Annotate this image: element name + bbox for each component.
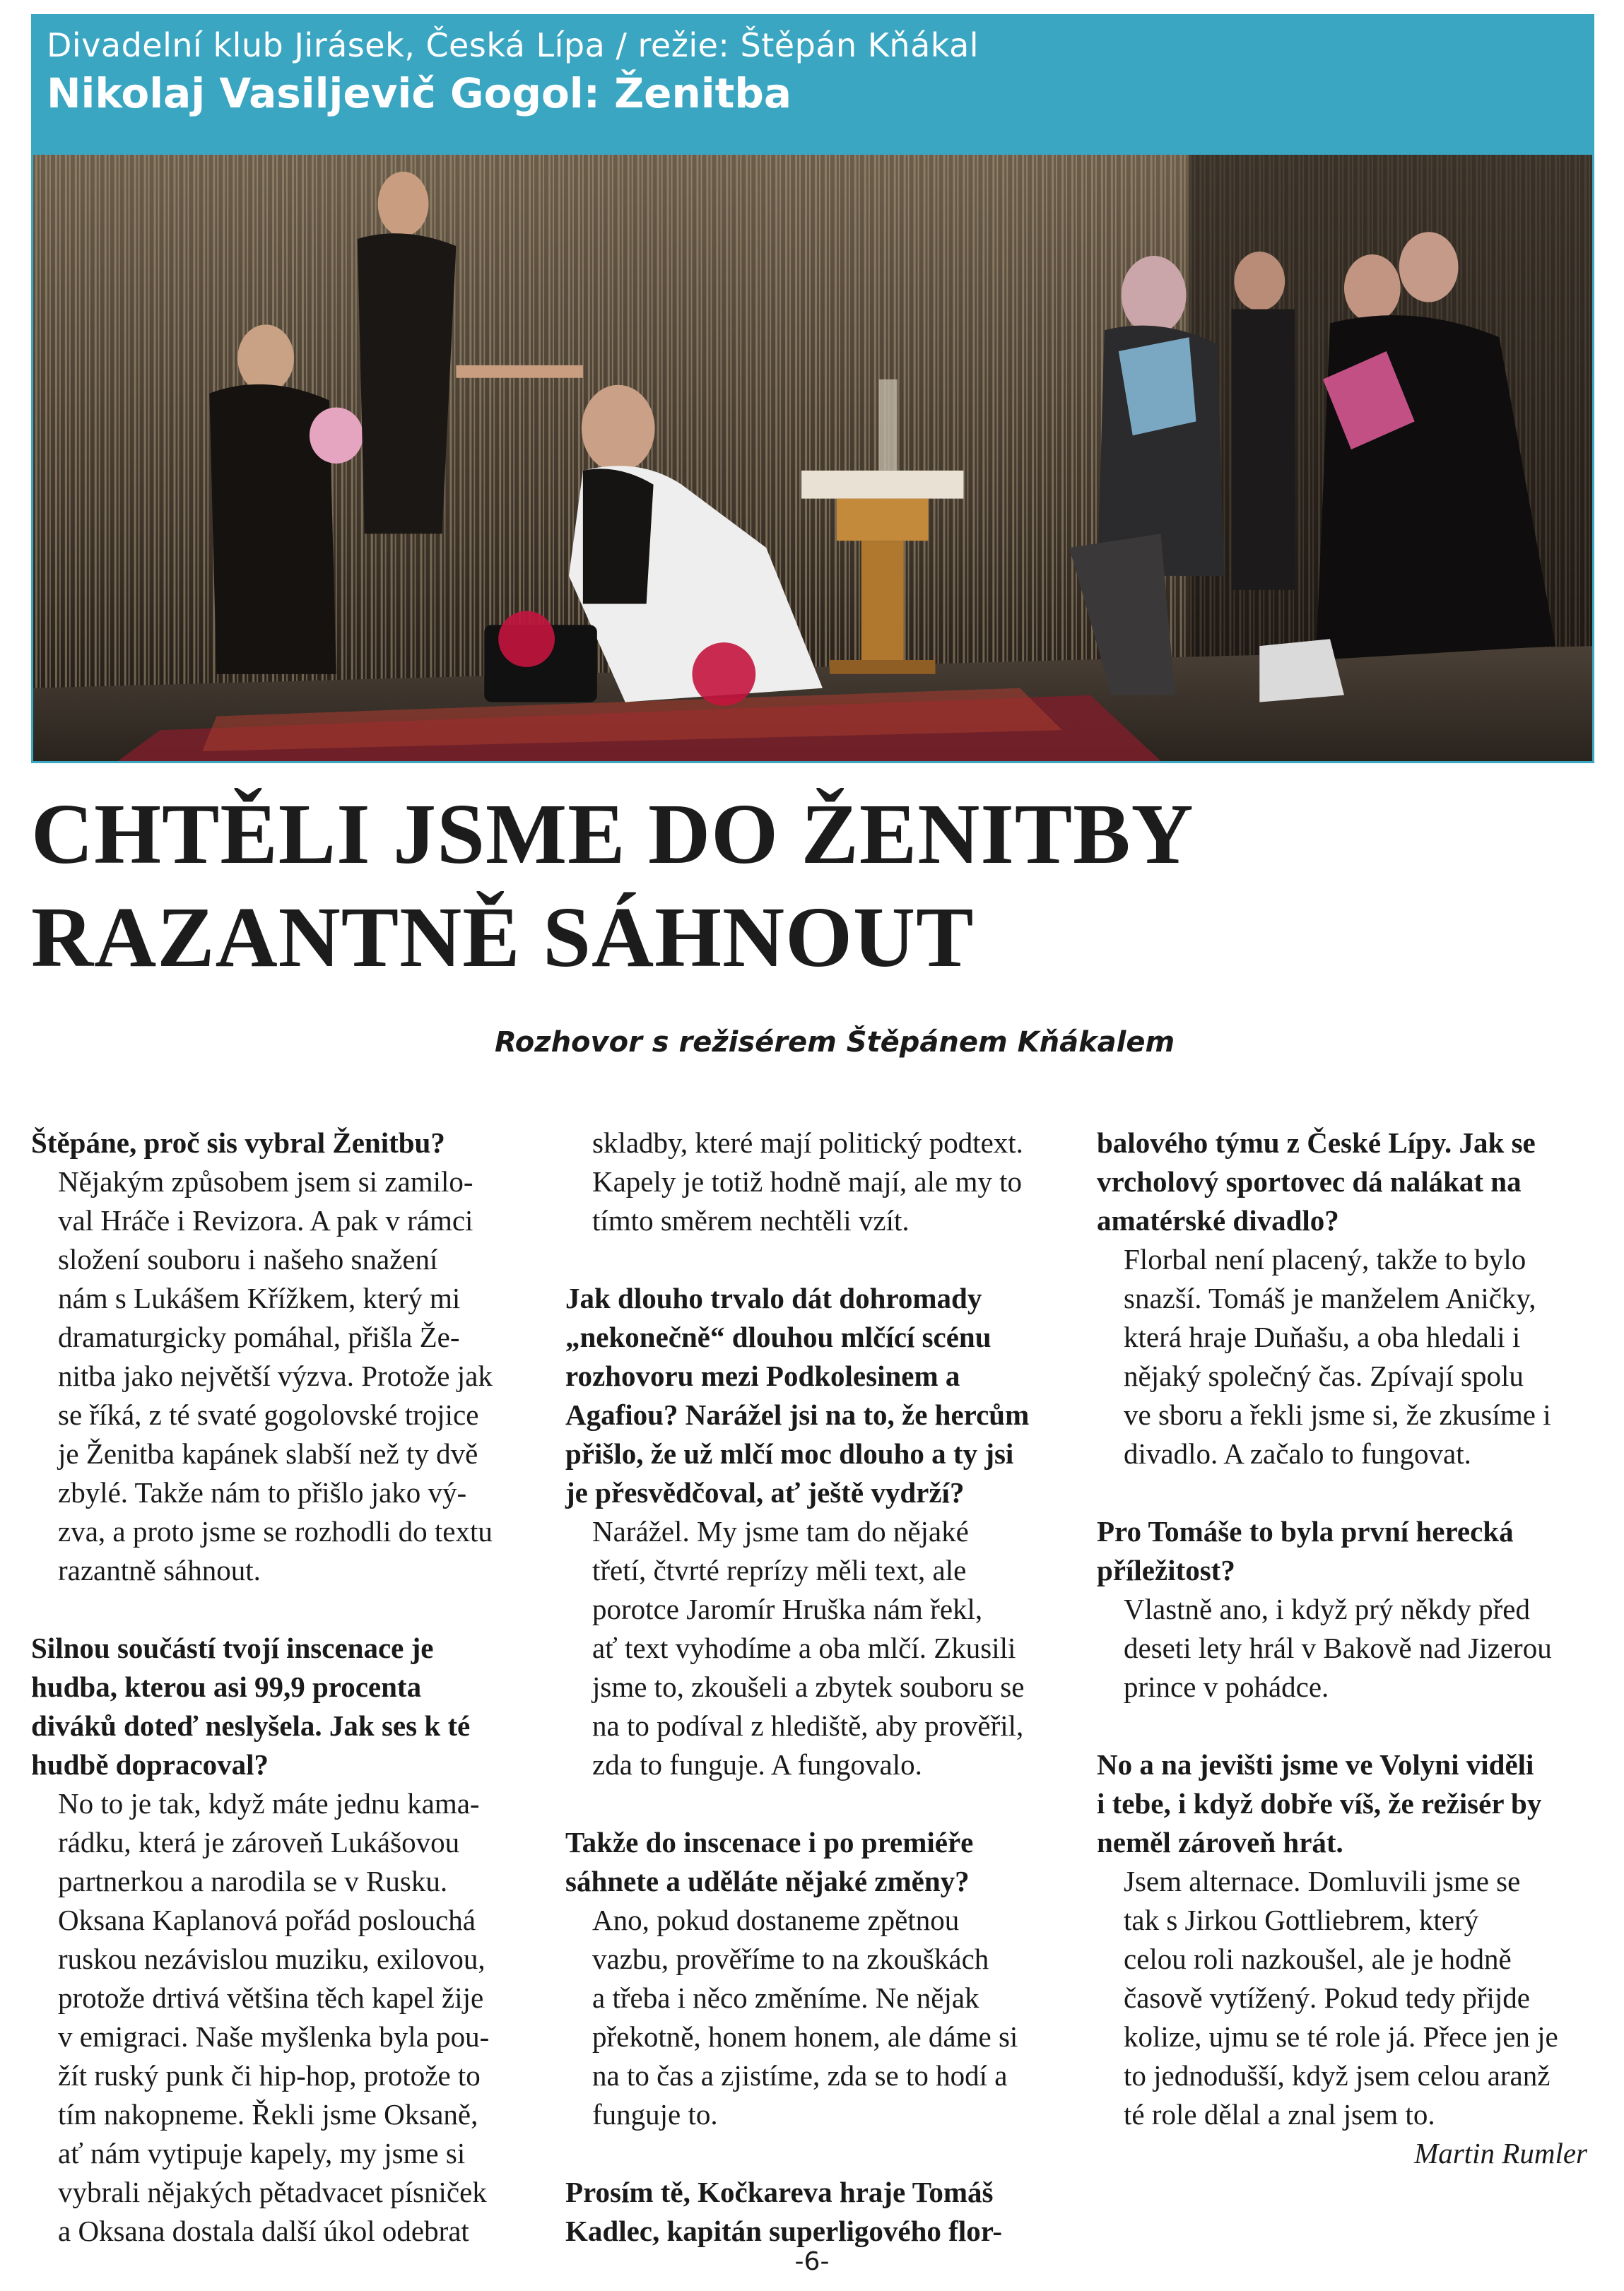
text-line: Jsem alternace. Domluvili jsme se: [1124, 1865, 1521, 1897]
text-line: ruskou nezávislou muziku, exilovou,: [58, 1943, 486, 1975]
paragraph-gap: [1097, 1707, 1591, 1745]
text-line: jsme to, zkoušeli a zbytek souboru se: [592, 1671, 1025, 1703]
text-line: amatérské divadlo?: [1097, 1204, 1339, 1237]
text-line: Florbal není placený, takže to bylo: [1124, 1243, 1526, 1276]
answer-5: [1097, 1240, 1591, 1473]
text-line: v emigraci. Naše myšlenka byla pou-: [58, 2020, 490, 2053]
text-line: razantně sáhnout.: [58, 1554, 261, 1586]
text-line: vybrali nějakých pětadvacet písniček: [58, 2176, 487, 2208]
text-line: tak s Jirkou Gottliebrem, který: [1124, 1904, 1479, 1936]
text-line: Silnou součástí tvojí inscenace je: [31, 1632, 434, 1664]
text-line: Vlastně ano, i když prý někdy před: [1124, 1593, 1530, 1625]
text-line: zbylé. Takže nám to přišlo jako vý-: [58, 1476, 467, 1509]
question-3: [565, 1279, 1060, 1512]
production-credits: Divadelní klub Jirásek, Česká Lípa / režie: Štěpán Kňákal: [47, 26, 979, 64]
text-line: prince v pohádce.: [1124, 1671, 1329, 1703]
header-band: [31, 14, 1594, 153]
text-line: nitba jako největší výzva. Protože jak: [58, 1360, 493, 1392]
text-line: deseti lety hrál v Bakově nad Jizerou: [1124, 1632, 1552, 1664]
text-line: na to podíval z hlediště, aby prověřil,: [592, 1709, 1024, 1742]
text-line: a Oksana dostala další úkol odebrat: [58, 2215, 469, 2247]
stage-photo-illustration: [33, 155, 1592, 761]
text-line: Narážel. My jsme tam do nějaké: [592, 1515, 969, 1548]
text-line: neměl zároveň hrát.: [1097, 1826, 1343, 1859]
text-line: No a na jevišti jsme ve Volyni viděli: [1097, 1748, 1534, 1781]
article-subtitle: Rozhovor s režisérem Štěpánem Kňákalem: [495, 1026, 1175, 1059]
text-line: sáhnete a uděláte nějaké změny?: [565, 1865, 970, 1897]
text-line: i tebe, i když dobře víš, že režisér by: [1097, 1787, 1542, 1820]
question-5-continued: [1097, 1124, 1591, 1240]
text-line: Kadlec, kapitán superligového flor-: [565, 2215, 1003, 2247]
text-line: to jednodušší, když jsem celou aranž: [1124, 2059, 1551, 2092]
text-line: protože drtivá většina těch kapel žije: [58, 1981, 484, 2014]
answer-7: [1097, 1862, 1591, 2134]
text-line: žít ruský punk či hip-hop, protože to: [58, 2059, 481, 2092]
answer-3: [565, 1512, 1060, 1784]
text-line: porotce Jaromír Hruška nám řekl,: [592, 1593, 983, 1625]
article-headline: [31, 783, 1594, 989]
text-line: ať text vyhodíme a oba mlčí. Zkusili: [592, 1632, 1016, 1664]
text-line: „nekonečně“ dlouhou mlčící scénu: [565, 1321, 992, 1353]
text-line: rádku, která je zároveň Lukášovou: [58, 1826, 460, 1859]
text-line: tímto směrem nechtěli vzít.: [592, 1204, 910, 1237]
text-line: vazbu, prověříme to na zkouškách: [592, 1943, 989, 1975]
headline-line-2: RAZANTNĚ SÁHNOUT: [31, 890, 975, 985]
text-line: hudba, kterou asi 99,9 procenta: [31, 1671, 422, 1703]
answer-6: [1097, 1590, 1591, 1707]
text-line: ať nám vytipuje kapely, my jsme si: [58, 2137, 466, 2169]
text-line: zva, a proto jsme se rozhodli do textu: [58, 1515, 493, 1548]
text-line: je Ženitba kapánek slabší než ty dvě: [58, 1437, 478, 1470]
text-line: balového týmu z České Lípy. Jak se: [1097, 1126, 1536, 1159]
text-line: ve sboru a řekli jsme si, že zkusíme i: [1124, 1398, 1551, 1431]
question-4: [565, 1823, 1060, 1901]
question-1: Štěpáne, proč sis vybral Ženitbu?: [31, 1126, 445, 1159]
text-line: hudbě dopracoval?: [31, 1748, 269, 1781]
text-line: kolize, ujmu se té role já. Přece jen je: [1124, 2020, 1558, 2053]
answer-4: [565, 1901, 1060, 2134]
text-line: Pro Tomáše to byla první herecká: [1097, 1515, 1514, 1548]
text-line: skladby, které mají politický podtext.: [592, 1126, 1023, 1159]
stage-photo: [31, 153, 1594, 763]
text-line: vrcholový sportovec dá nalákat na: [1097, 1165, 1522, 1198]
paragraph-gap: [565, 1240, 1060, 1279]
text-line: na to čas a zjistíme, zda se to hodí a: [592, 2059, 1008, 2092]
text-line: časově vytížený. Pokud tedy přijde: [1124, 1981, 1531, 2014]
text-line: No to je tak, když máte jednu kama-: [58, 1787, 480, 1820]
text-line: nějaký společný čas. Zpívají spolu: [1124, 1360, 1524, 1392]
page-number: -6-: [794, 2247, 830, 2276]
text-line: a třeba i něco změníme. Ne nějak: [592, 1981, 979, 2014]
question-2: [31, 1629, 526, 1784]
text-line: překotně, honem honem, ale dáme si: [592, 2020, 1018, 2053]
answer-1: [31, 1162, 526, 1590]
text-line: partnerkou a narodila se v Rusku.: [58, 1865, 448, 1897]
text-line: Ano, pokud dostaneme zpětnou: [592, 1904, 960, 1936]
text-column-2: [565, 1124, 1060, 2251]
headline-line-1: CHTĚLI JSME DO ŽENITBY: [31, 787, 1194, 882]
question-6: [1097, 1512, 1591, 1590]
text-line: nám s Lukášem Křížkem, který mi: [58, 1282, 461, 1314]
text-line: která hraje Duňašu, a oba hledali i: [1124, 1321, 1521, 1353]
text-line: diváků doteď neslyšela. Jak ses k té: [31, 1709, 471, 1742]
answer-2: [31, 1784, 526, 2251]
text-line: zda to funguje. A fungovalo.: [592, 1748, 922, 1781]
text-line: Jak dlouho trvalo dát dohromady: [565, 1282, 982, 1314]
text-line: snazší. Tomáš je manželem Aničky,: [1124, 1282, 1536, 1314]
text-line: Prosím tě, Kočkareva hraje Tomáš: [565, 2176, 994, 2208]
question-5: [565, 2173, 1060, 2251]
text-column-3: [1097, 1124, 1591, 2173]
paragraph-gap: [565, 1784, 1060, 1823]
text-line: je přesvědčoval, ať ještě vydrží?: [565, 1476, 965, 1509]
text-line: tím nakopneme. Řekli jsme Oksaně,: [58, 2098, 478, 2131]
text-line: složení souboru i našeho snažení: [58, 1243, 438, 1276]
text-line: se říká, z té svaté gogolovské trojice: [58, 1398, 479, 1431]
text-line: přišlo, že už mlčí moc dlouho a ty jsi: [565, 1437, 1014, 1470]
text-line: Kapely je totiž hodně mají, ale my to: [592, 1165, 1022, 1198]
article-author: Martin Rumler: [1414, 2137, 1587, 2169]
text-column-1: [31, 1124, 526, 2251]
text-line: dramaturgicky pomáhal, přišla Že-: [58, 1321, 460, 1353]
text-line: třetí, čtvrté reprízy měli text, ale: [592, 1554, 967, 1586]
text-line: Oksana Kaplanová pořád poslouchá: [58, 1904, 476, 1936]
text-line: Takže do inscenace i po premiéře: [565, 1826, 974, 1859]
text-line: rozhovoru mezi Podkolesinem a: [565, 1360, 960, 1392]
text-line: celou roli nazkoušel, ale je hodně: [1124, 1943, 1512, 1975]
text-line: Agafiou? Narážel jsi na to, že hercům: [565, 1398, 1030, 1431]
text-line: té role dělal a znal jsem to.: [1124, 2098, 1435, 2131]
text-line: příležitost?: [1097, 1554, 1235, 1586]
paragraph-gap: [1097, 1473, 1591, 1512]
text-line: divadlo. A začalo to fungovat.: [1124, 1437, 1471, 1470]
play-title: Nikolaj Vasiljevič Gogol: Ženitba: [47, 69, 792, 117]
answer-2-continued: [565, 1124, 1060, 1240]
text-line: val Hráče i Revizora. A pak v rámci: [58, 1204, 473, 1237]
paragraph-gap: [565, 2134, 1060, 2173]
text-line: Nějakým způsobem jsem si zamilo-: [58, 1165, 473, 1198]
paragraph-gap: [31, 1590, 526, 1629]
text-line: funguje to.: [592, 2098, 718, 2131]
question-7: [1097, 1745, 1591, 1862]
